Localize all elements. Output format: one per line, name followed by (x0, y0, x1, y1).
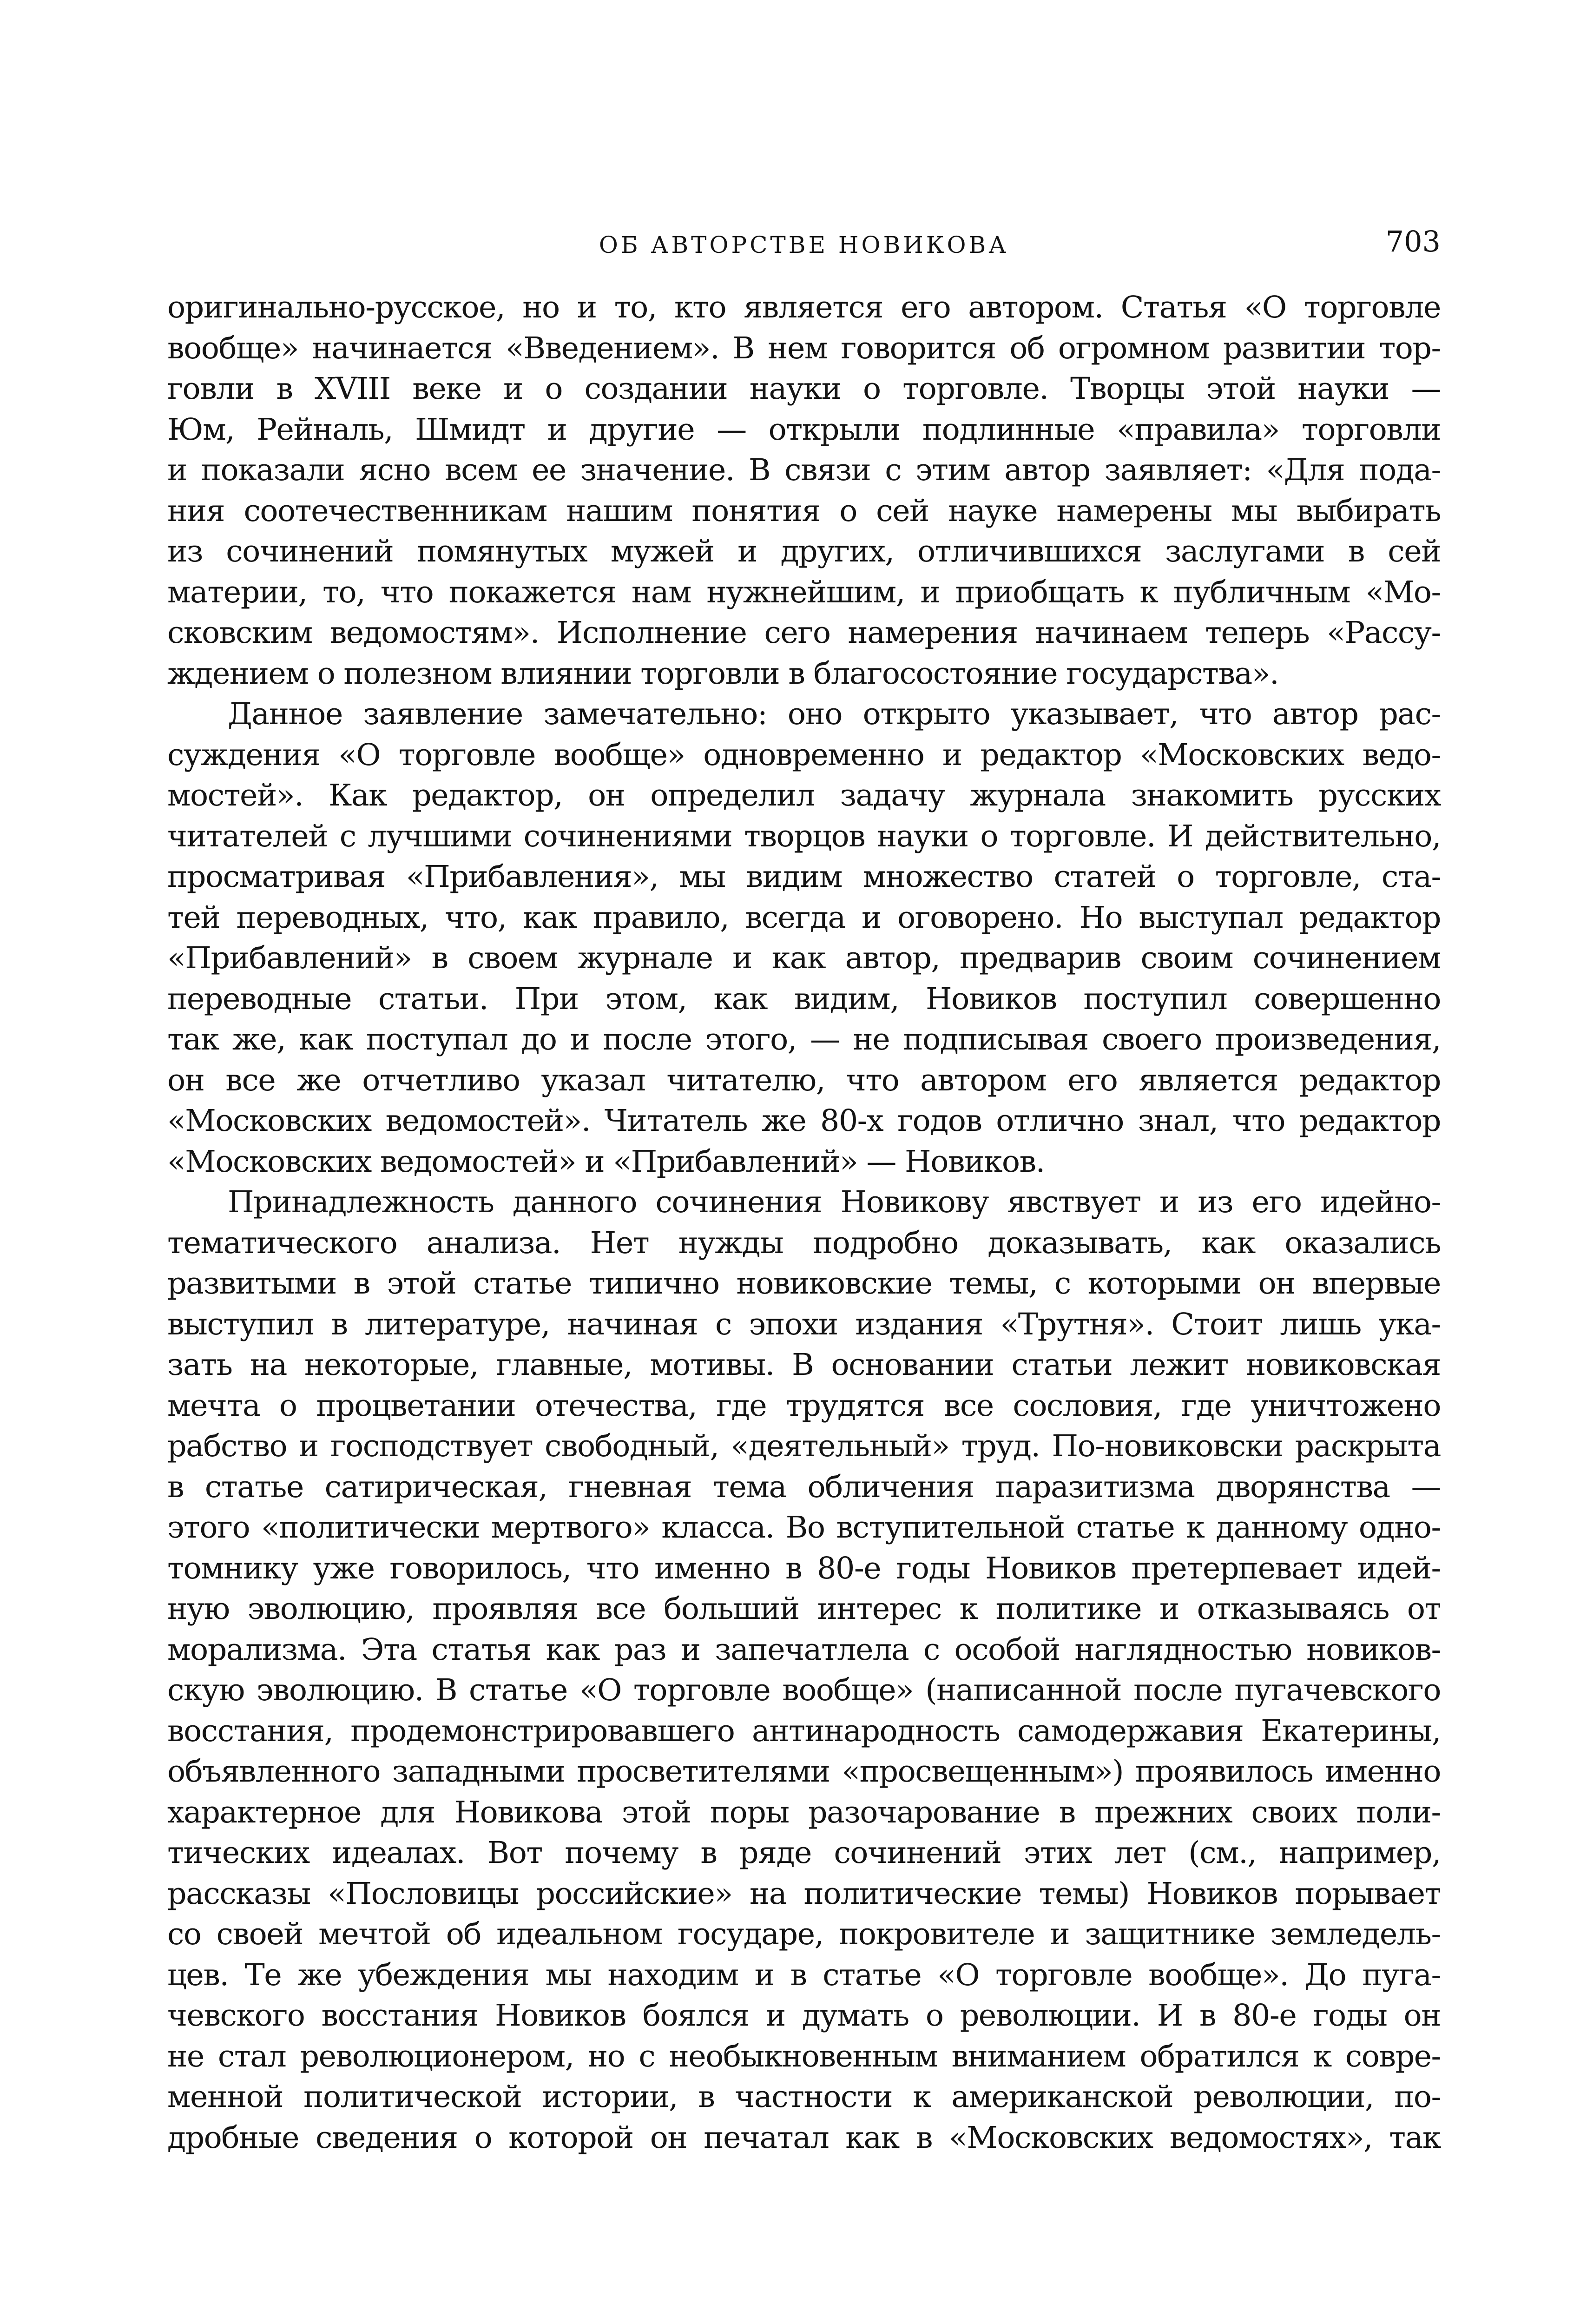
text-line: ную эволюцию, проявляя все больший интерес к политике и отказываясь от (167, 1591, 1441, 1626)
text-line: тематического анализа. Нет нужды подробно доказывать, как оказались (167, 1225, 1441, 1261)
text-line: переводные статьи. При этом, как видим, Новиков поступил совершенно (167, 981, 1441, 1017)
text-line: материи, то, что покажется нам нужнейшим, и приобщать к публичным «Мо- (167, 574, 1441, 610)
text-line: Принадлежность данного сочинения Новикову явствует и из его идейно- (228, 1185, 1441, 1220)
text-line: сковским ведомостям». Исполнение сего намерения начинаем теперь «Рассу- (167, 615, 1441, 650)
text-line: и показали ясно всем ее значение. В связи с этим автор заявляет: «Для пода- (167, 453, 1441, 488)
text-line: в статье сатирическая, гневная тема обличения паразитизма дворянства — (167, 1469, 1441, 1505)
text-line: ждением о полезном влиянии торговли в благосостояние государства». (167, 656, 1279, 691)
text-line: мостей». Как редактор, он определил задачу журнала знакомить русских (167, 778, 1441, 813)
text-line: характерное для Новикова этой поры разочарование в прежних своих поли- (167, 1795, 1441, 1830)
running-title: ОБ АВТОРСТВЕ НОВИКОВА (599, 231, 1009, 258)
text-line: чевского восстания Новиков боялся и думать о революции. И в 80-е годы он (167, 1998, 1441, 2033)
running-head (167, 223, 1441, 265)
text-line: он все же отчетливо указал читателю, что автором его является редактор (167, 1063, 1441, 1098)
text-line: «Московских ведомостей» и «Прибавлений» — Новиков. (167, 1144, 1045, 1179)
text-line: тей переводных, что, как правило, всегда и оговорено. Но выступал редактор (167, 900, 1441, 935)
text-line: просматривая «Прибавления», мы видим множество статей о торговле, ста- (167, 859, 1441, 894)
text-line: этого «политически мертвого» класса. Во вступительной статье к данному одно- (167, 1510, 1441, 1545)
text-line: скую эволюцию. В статье «О торговле вообще» (написанной после пугачевского (167, 1673, 1441, 1708)
text-line: суждения «О торговле вообще» одновременно и редактор «Московских ведо- (167, 737, 1441, 772)
text-line: мечта о процветании отечества, где трудятся все сословия, где уничтожено (167, 1388, 1441, 1423)
text-line: читателей с лучшими сочинениями творцов науки о торговле. И действительно, (167, 819, 1441, 854)
page-number: 703 (1385, 224, 1441, 258)
text-line: вообще» начинается «Введением». В нем говорится об огромном развитии тор- (167, 330, 1441, 366)
text-line: восстания, продемонстрировавшего антинародность самодержавия Екатерины, (167, 1713, 1441, 1749)
text-line: Юм, Рейналь, Шмидт и другие — открыли подлинные «правила» торговли (167, 412, 1441, 447)
text-line: зать на некоторые, главные, мотивы. В основании статьи лежит новиковская (167, 1347, 1441, 1382)
text-line: «Московских ведомостей». Читатель же 80-х годов отлично знал, что редактор (167, 1103, 1441, 1138)
text-line: «Прибавлений» в своем журнале и как автор, предварив своим сочинением (167, 941, 1441, 976)
text-line: из сочинений помянутых мужей и других, отличившихся заслугами в сей (167, 534, 1441, 569)
text-line: цев. Те же убеждения мы находим и в статье «О торговле вообще». До пуга- (167, 1957, 1441, 1993)
text-line: рассказы «Пословицы российские» на политические темы) Новиков порывает (167, 1876, 1441, 1911)
text-line: не стал революционером, но с необыкновенным вниманием обратился к совре- (167, 2039, 1441, 2074)
text-line: менной политической истории, в частности к американской революции, по- (167, 2080, 1441, 2114)
text-line: развитыми в этой статье типично новиковские темы, с которыми он впервые (167, 1266, 1441, 1301)
text-line: рабство и господствует свободный, «деятельный» труд. По-новиковски раскрыта (167, 1429, 1441, 1464)
text-line: так же, как поступал до и после этого, — не подписывая своего произведения, (167, 1022, 1441, 1057)
text-line: Данное заявление замечательно: оно открыто указывает, что автор рас- (228, 697, 1441, 732)
text-line: оригинально-русское, но и то, кто является его автором. Статья «О торговле (167, 290, 1441, 325)
text-line: ния соотечественникам нашим понятия о сей науке намерены мы выбирать (167, 493, 1441, 528)
text-line: тических идеалах. Вот почему в ряде сочинений этих лет (см., например, (167, 1835, 1441, 1870)
text-line: говли в XVIII веке и о создании науки о торговле. Творцы этой науки — (167, 371, 1441, 406)
text-line: томнику уже говорилось, что именно в 80-е годы Новиков претерпевает идей- (167, 1551, 1441, 1586)
text-line: объявленного западными просветителями «просвещенным») проявилось именно (167, 1754, 1441, 1789)
text-line: морализма. Эта статья как раз и запечатлела с особой наглядностью новиков- (167, 1632, 1441, 1667)
text-line: выступил в литературе, начиная с эпохи издания «Трутня». Стоит лишь ука- (167, 1307, 1441, 1342)
body-text (167, 287, 1441, 2158)
text-line: дробные сведения о которой он печатал как в «Московских ведомостях», так (167, 2120, 1441, 2155)
text-line: со своей мечтой об идеальном государе, покровителе и защитнике земледель- (167, 1917, 1441, 1952)
